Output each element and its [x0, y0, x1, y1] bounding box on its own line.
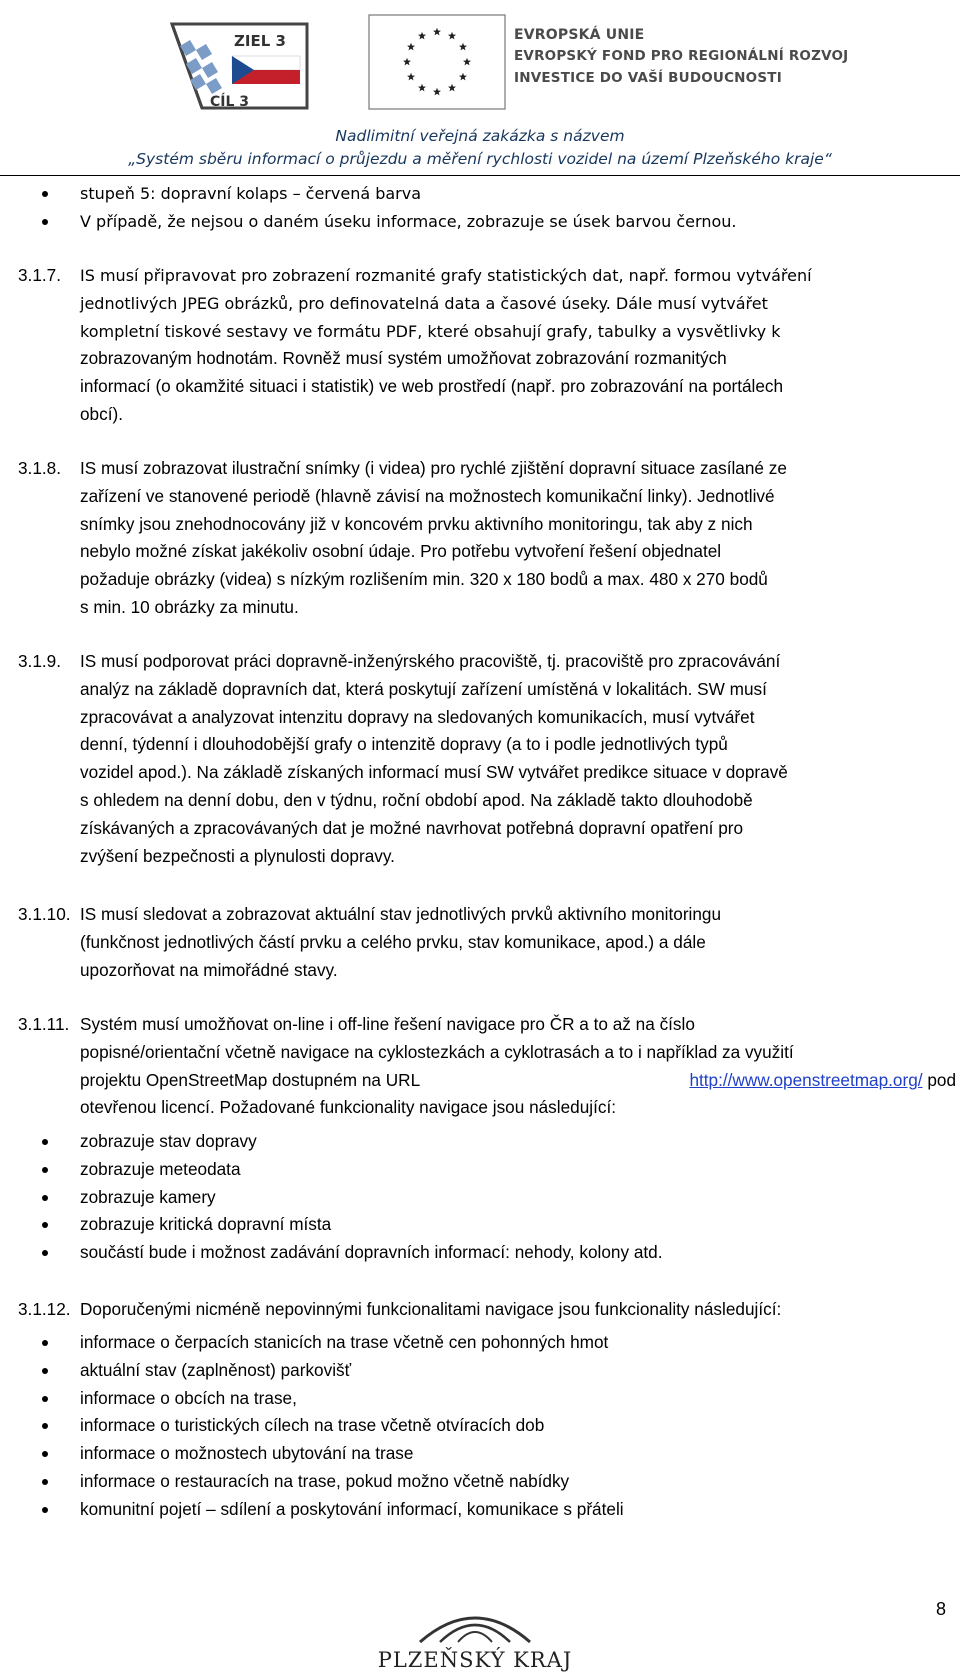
text-line: upozorňovat na mimořádné stavy. — [80, 959, 338, 980]
openstreetmap-link[interactable]: http://www.openstreetmap.org/ — [689, 1069, 923, 1090]
text-line: IS musí sledovat a zobrazovat aktuální stav jednotlivých prvků aktivního monitoringu — [80, 904, 722, 924]
text-line: nebylo možné získat jakékoliv osobní údaje. Pro potřebu vytvoření řešení objednatel — [80, 541, 722, 562]
section-number: 3.1.12. — [18, 1299, 71, 1319]
intro-bullet-list — [0, 180, 736, 236]
link-line-suffix: pod — [922, 1069, 956, 1090]
section-3-1-12-text — [80, 1296, 956, 1324]
list-item — [0, 1128, 663, 1156]
list-item-text: součástí bude i možnost zadávání dopravních informací: nehody, kolony atd. — [80, 1242, 663, 1263]
list-item — [0, 1385, 624, 1413]
bullet-icon — [42, 1139, 48, 1145]
list-item-text: zobrazuje stav dopravy — [80, 1131, 257, 1151]
tender-title-line-1: Nadlimitní veřejná zakázka s názvem — [335, 127, 625, 145]
ziel3-cil3-logo — [162, 16, 312, 116]
text-line: IS musí podporovat práci dopravně-inženýrského pracoviště, tj. pracoviště pro zpracovávání — [80, 651, 781, 671]
bullet-icon — [42, 1423, 48, 1429]
text-line: získávaných a zpracovávaných dat je možné navrhovat potřebná dopravní opatření pro — [80, 817, 744, 838]
list-item-text: aktuální stav (zaplněnost) parkovišť — [80, 1359, 352, 1380]
text-line: Systém musí umožňovat on-line i off-line řešení navigace pro ČR a to až na číslo — [80, 1014, 695, 1034]
section-3-1-8-text — [80, 455, 956, 622]
section-number: 3.1.8. — [18, 458, 62, 478]
cil-label: CÍL 3 — [210, 94, 250, 110]
eu-line-2: EVROPSKÝ FOND PRO REGIONÁLNÍ ROZVOJ — [514, 48, 849, 64]
text-line: IS musí připravovat pro zobrazení rozmanité grafy statistických dat, např. formou vytváření — [80, 266, 812, 285]
list-item — [0, 1357, 624, 1385]
section-3-1-9-text — [80, 648, 956, 870]
eu-line-3: INVESTICE DO VAŠÍ BUDOUCNOSTI — [514, 69, 782, 86]
text-line: zobrazovaným hodnotám. Rovněž musí systém umožňovat zobrazování rozmanitých — [80, 348, 727, 368]
text-line: (funkčnost jednotlivých částí prvku a celého prvku, stav komunikace, apod.) a dále — [80, 931, 706, 952]
list-item-text: zobrazuje kamery — [80, 1186, 216, 1207]
list-item — [0, 1184, 663, 1212]
section-number: 3.1.7. — [18, 265, 62, 285]
text-line: vozidel apod.). Na základě získaných informací musí SW vytvářet predikce situace v dopravě — [80, 762, 788, 783]
list-item-text: stupeň 5: dopravní kolaps – červená barva — [80, 184, 422, 203]
list-item-text: V případě, že nejsou o daném úseku informace, zobrazuje se úsek barvou černou. — [80, 211, 737, 231]
bullet-icon — [42, 1222, 48, 1228]
list-item — [0, 1496, 624, 1524]
bullet-icon — [42, 1507, 48, 1513]
bullet-icon — [42, 1451, 48, 1457]
text-line — [80, 1067, 956, 1095]
text-line: zpracovávat a analyzovat intenzitu dopravy na sledovaných komunikacích, musí vytvářet — [80, 706, 755, 727]
plzensky-kraj-logo — [360, 1602, 590, 1676]
bullet-icon — [42, 1340, 48, 1346]
eu-line-1: EVROPSKÁ UNIE — [514, 27, 645, 43]
text-line: jednotlivých JPEG obrázků, pro definovatelná data a časové úseky. Dále musí vytvářet — [80, 293, 768, 313]
list-item — [0, 1211, 663, 1239]
eu-flag-logo — [368, 14, 506, 110]
section-number: 3.1.11. — [18, 1014, 70, 1034]
bullet-icon — [42, 1250, 48, 1256]
list-item — [0, 1468, 624, 1496]
bullet-icon — [42, 1479, 48, 1485]
list-item-text: zobrazuje meteodata — [80, 1158, 241, 1179]
list-item-text: informace o turistických cílech na trase včetně otvíracích dob — [80, 1415, 545, 1436]
list-item-text: komunitní pojetí – sdílení a poskytování informací, komunikace s přáteli — [80, 1498, 624, 1519]
bullet-icon — [42, 1396, 48, 1402]
optional-features-list — [0, 1329, 624, 1524]
list-item — [0, 180, 736, 208]
section-3-1-10-text — [80, 901, 956, 984]
text-line: obcí). — [80, 403, 123, 424]
text-line: informací (o okamžité situaci i statistik) ve web prostředí (např. pro zobrazování na portálech — [80, 375, 784, 396]
page-number: 8 — [936, 1599, 947, 1619]
section-3-1-11-text — [80, 1011, 956, 1122]
list-item — [0, 1440, 624, 1468]
header-divider — [0, 175, 960, 176]
list-item — [0, 1412, 624, 1440]
text-line: s min. 10 obrázky za minutu. — [80, 596, 299, 617]
bullet-icon — [42, 219, 48, 225]
text-line: kompletní tiskové sestavy ve formátu PDF, které obsahují grafy, tabulky a vysvětlivky k — [80, 321, 781, 341]
ziel-label: ZIEL 3 — [234, 32, 286, 50]
kraj-emblem-icon — [360, 1602, 590, 1648]
page-header — [0, 0, 960, 178]
section-3-1-7-text — [80, 262, 956, 345]
list-item-text: informace o čerpacích stanicích na trase včetně cen pohonných hmot — [80, 1332, 609, 1352]
tender-title-line-2: „Systém sběru informací o průjezdu a měření rychlosti vozidel na území Plzeňského kraje“ — [128, 150, 832, 168]
text-line: Doporučenými nicméně nepovinnými funkcionalitami navigace jsou funkcionality následující: — [80, 1299, 782, 1319]
section-number: 3.1.10. — [18, 904, 71, 924]
kraj-logo-text: PLZEŇSKÝ KRAJ — [377, 1648, 573, 1672]
bullet-icon — [42, 1167, 48, 1173]
list-item-text: informace o obcích na trase, — [80, 1387, 297, 1408]
text-line: zvýšení bezpečnosti a plynulosti dopravy. — [80, 845, 395, 866]
section-3-1-7-text-cont — [80, 345, 956, 428]
text-line: denní, týdenní i dlouhodobější grafy o intenzitě dopravy (a to i podle jednotlivých typů — [80, 734, 728, 755]
bullet-icon — [42, 191, 48, 197]
text-line: požaduje obrázky (videa) s nízkým rozlišením min. 320 x 180 bodů a max. 480 x 270 bodů — [80, 569, 768, 590]
list-item — [0, 1329, 624, 1357]
list-item — [0, 1239, 663, 1267]
text-line: snímky jsou znehodnocovány již v koncovém prvku aktivního monitoringu, tak aby z nich — [80, 513, 753, 534]
bullet-icon — [42, 1368, 48, 1374]
list-item — [0, 208, 736, 236]
text-line: IS musí zobrazovat ilustrační snímky (i videa) pro rychlé zjištění dopravní situace zasílané ze — [80, 458, 787, 478]
list-item — [0, 1156, 663, 1184]
link-line-prefix: projektu OpenStreetMap dostupném na URL — [80, 1069, 421, 1090]
section-number: 3.1.9. — [18, 651, 62, 671]
text-line: zařízení ve stanovené periodě (hlavně závisí na možnostech komunikační linky). Jednotlivé — [80, 485, 775, 506]
text-line: otevřenou licencí. Požadované funkcionality navigace jsou následující: — [80, 1097, 617, 1118]
navigation-features-list — [0, 1128, 663, 1267]
list-item-text: informace o restauracích na trase, pokud možno včetně nabídky — [80, 1470, 570, 1491]
list-item-text: informace o možnostech ubytování na trase — [80, 1443, 414, 1464]
list-item-text: zobrazuje kritická dopravní místa — [80, 1214, 332, 1235]
text-line: analýz na základě dopravních dat, která poskytují zařízení umístěná v lokalitách. SW musí — [80, 678, 767, 699]
text-line: popisné/orientační včetně navigace na cyklostezkách a cyklotrasách a to i například za využití — [80, 1041, 794, 1062]
text-line: s ohledem na denní dobu, den v týdnu, roční období apod. Na základě takto dlouhodobě — [80, 789, 753, 810]
bullet-icon — [42, 1195, 48, 1201]
eu-fund-text — [514, 28, 848, 93]
